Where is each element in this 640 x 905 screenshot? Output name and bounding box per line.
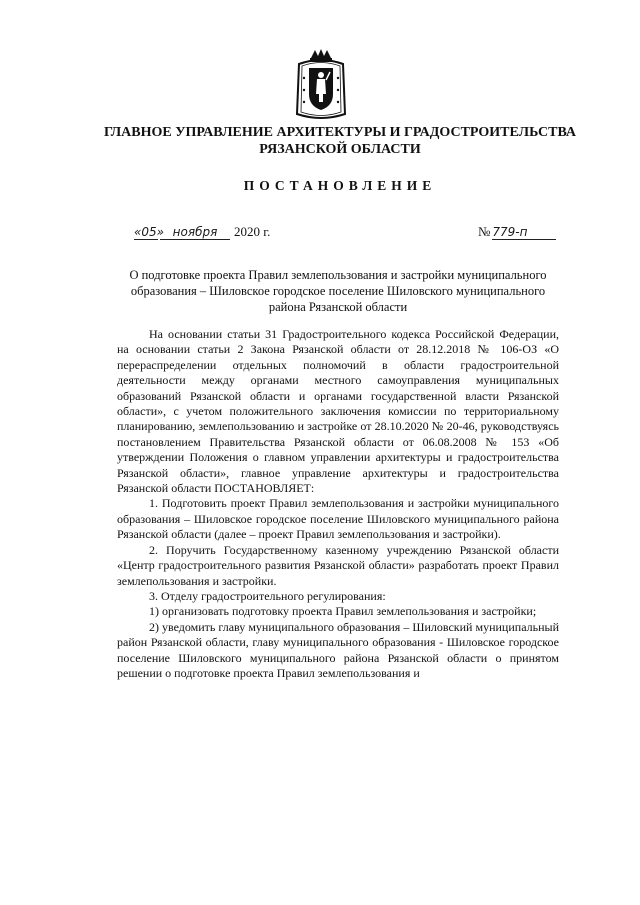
body-item-1: 1. Подготовить проект Правил землепользования и застройки муниципального образования – Шиловское городское поселение Шиловского муниципального района Рязанской области (далее – проект Правил землепользования и застройки). — [117, 496, 559, 542]
body-preamble: На основании статьи 31 Градостроительного кодекса Российской Федерации, на основании статьи 2 Закона Рязанской области от 28.12.2018 № 106-ОЗ «О перераспределении отдельных полномочий в области градостроительной деятельности между органами местного самоуправления муниципальных образований Рязанской области и органами государственной власти Рязанской области», с учетом положительного заключения комиссии по территориальному планированию, землепользованию и застройке от 28.10.2020 № 20-46, руководствуясь постановлением Правительства Рязанской области от 06.08.2008 № 153 «Об утверждении Положения о главном управлении архитектуры и градостроительства Рязанской области», главное управление архитектуры и градостроительства Рязанской области ПОСТАНОВЛЯЕТ: — [117, 327, 559, 496]
document-type: ПОСТАНОВЛЕНИЕ — [243, 178, 437, 193]
organization-title-line1: ГЛАВНОЕ УПРАВЛЕНИЕ АРХИТЕКТУРЫ И ГРАДОСТРОИТЕЛЬСТВА — [103, 125, 577, 140]
subject-line3: района Рязанской области — [268, 300, 408, 314]
body-item-3: 3. Отделу градостроительного регулирования: — [149, 588, 386, 603]
coat-of-arms-icon — [293, 48, 349, 122]
date-year: 2020 г. — [234, 224, 271, 239]
organization-title — [60, 124, 620, 158]
subject-line1: О подготовке проекта Правил землепользования и застройки муниципального — [129, 268, 547, 282]
number-prefix: № — [478, 224, 491, 239]
document-date — [134, 224, 270, 242]
date-day: «05» — [134, 225, 165, 239]
organization-title-line2: РЯЗАНСКОЙ ОБЛАСТИ — [259, 142, 421, 157]
document-subject — [118, 267, 558, 315]
document-number — [478, 224, 556, 240]
date-month: ноября — [160, 225, 230, 240]
subject-line2: образования – Шиловское городское поселение Шиловского муниципального — [130, 284, 546, 298]
body-item-3-2: 2) уведомить главу муниципального образования – Шиловский муниципальный район Рязанской области, главу муниципального образования - Шиловское городское поселение Шиловского муниципального района Рязанской области о принятом решении о подготовке проекта Правил землепользования и — [117, 619, 559, 680]
number-value: 779-п — [492, 225, 556, 240]
body-item-3-1: 1) организовать подготовку проекта Правил землепользования и застройки; — [149, 604, 537, 619]
document-body — [117, 327, 559, 681]
body-item-2: 2. Поручить Государственному казенному учреждению Рязанской области «Центр градостроительного развития Рязанской области» разработать проект Правил землепользования и застройки. — [117, 542, 559, 588]
